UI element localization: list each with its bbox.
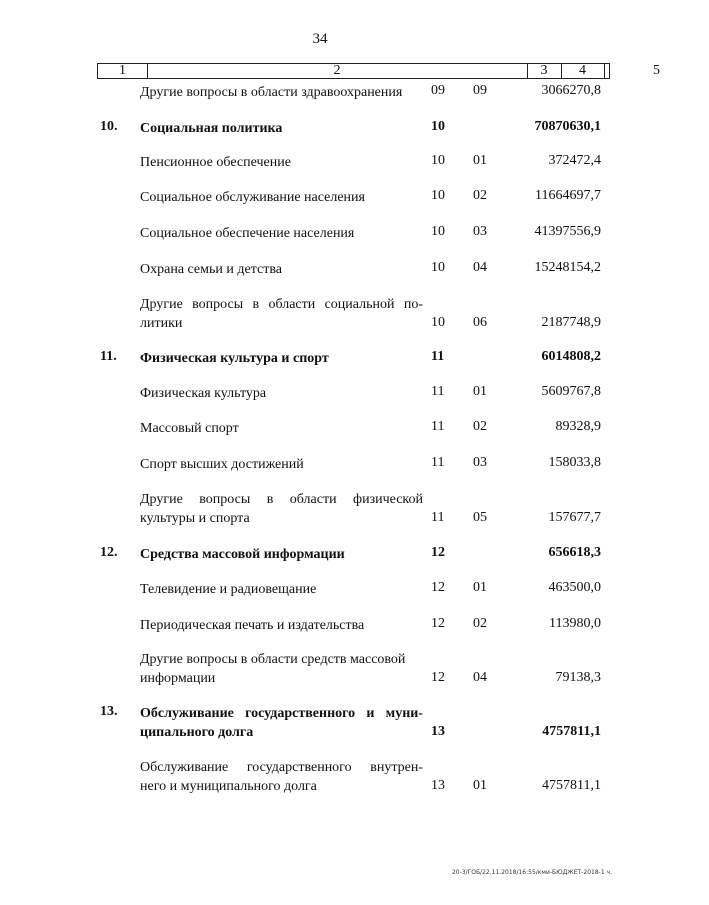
row-name-line1: Другие вопросы в области социальной по-	[140, 297, 423, 312]
row-name-line1: Другие вопросы в области средств массовой	[140, 652, 406, 667]
row-name: Другие вопросы в области здравоохранения	[140, 85, 403, 100]
row-section-code: 11	[431, 455, 445, 470]
page-number: 34	[312, 31, 328, 47]
row-number: 11.	[100, 349, 117, 364]
row-subsection-code: 04	[473, 670, 487, 685]
row-amount: 70870630,1	[534, 119, 601, 134]
row-subsection-code: 02	[473, 188, 487, 203]
row-name: Социальное обеспечение населения	[140, 226, 355, 241]
row-amount: 157677,7	[548, 510, 601, 525]
row-name: Периодическая печать и издательства	[140, 618, 365, 633]
row-name-line1: Обслуживание государственного и муни-	[140, 706, 423, 721]
row-amount: 463500,0	[548, 580, 601, 595]
row-section-code: 10	[431, 224, 445, 239]
row-section-code: 11	[431, 349, 445, 364]
row-name: Массовый спорт	[140, 421, 239, 436]
row-name-line1: Обслуживание государственного внутрен-	[140, 760, 423, 775]
row-amount: 3066270,8	[541, 83, 601, 98]
row-name: Социальная политика	[140, 121, 283, 136]
row-section-code: 10	[431, 153, 445, 168]
row-name	[140, 758, 423, 796]
row-amount: 158033,8	[548, 455, 601, 470]
row-amount: 113980,0	[549, 616, 601, 631]
row-name-line2: культуры и спорта	[140, 511, 250, 526]
row-name-line2: литики	[140, 316, 183, 331]
row-name	[140, 295, 423, 333]
row-subsection-code: 01	[473, 153, 487, 168]
row-name: Физическая культура	[140, 386, 267, 401]
header-col-4: 4	[579, 63, 586, 78]
row-subsection-code: 02	[473, 419, 487, 434]
row-amount: 79138,3	[555, 670, 601, 685]
row-section-code: 10	[431, 119, 445, 134]
table-header	[97, 63, 660, 79]
row-amount: 11664697,7	[535, 188, 601, 203]
row-amount: 89328,9	[555, 419, 601, 434]
row-section-code: 11	[431, 510, 445, 525]
row-number: 10.	[100, 119, 118, 134]
row-section-code: 11	[431, 419, 445, 434]
row-name: Телевидение и радиовещание	[140, 582, 317, 597]
row-section-code: 11	[431, 384, 445, 399]
header-col-2: 2	[333, 63, 341, 78]
row-number: 13.	[100, 704, 118, 719]
row-name-line2: информации	[140, 671, 216, 686]
row-subsection-code: 01	[473, 384, 487, 399]
row-subsection-code: 05	[473, 510, 487, 525]
row-subsection-code: 03	[473, 224, 487, 239]
document-footer: 20-3/ГОБ/22.11.2018/16:55/кми-БЮДЖЕТ-2018-1 ч.	[451, 869, 612, 876]
row-section-code: 12	[431, 616, 445, 631]
row-amount: 15248154,2	[534, 260, 601, 275]
row-number: 12.	[100, 545, 118, 560]
row-subsection-code: 02	[473, 616, 487, 631]
header-col-1: 1	[119, 63, 126, 78]
row-name-line2: ципального долга	[140, 725, 254, 740]
row-section-code: 12	[431, 670, 445, 685]
row-name: Социальное обслуживание населения	[140, 190, 365, 205]
header-col-5: 5	[653, 63, 660, 78]
row-name: Пенсионное обеспечение	[140, 155, 291, 170]
row-section-code: 09	[431, 83, 445, 98]
row-name: Охрана семьи и детства	[140, 262, 282, 277]
row-section-code: 12	[431, 545, 445, 560]
row-name	[140, 650, 423, 688]
row-section-code: 13	[431, 778, 445, 793]
row-section-code: 10	[431, 315, 445, 330]
row-name-line2: него и муниципального долга	[140, 779, 317, 794]
row-section-code: 12	[431, 580, 445, 595]
row-subsection-code: 01	[473, 778, 487, 793]
row-subsection-code: 06	[473, 315, 487, 330]
row-section-code: 13	[431, 724, 445, 739]
row-subsection-code: 09	[473, 83, 487, 98]
row-amount: 4757811,1	[542, 778, 601, 793]
row-name: Физическая культура и спорт	[140, 351, 329, 366]
row-subsection-code: 04	[473, 260, 487, 275]
row-amount: 2187748,9	[541, 315, 601, 330]
row-amount: 656618,3	[548, 545, 601, 560]
row-subsection-code: 01	[473, 580, 487, 595]
row-amount: 5609767,8	[541, 384, 601, 399]
row-subsection-code: 03	[473, 455, 487, 470]
row-section-code: 10	[431, 260, 445, 275]
row-name: Спорт высших достижений	[140, 457, 304, 472]
row-section-code: 10	[431, 188, 445, 203]
row-amount: 6014808,2	[541, 349, 601, 364]
row-amount: 4757811,1	[542, 724, 601, 739]
row-amount: 372472,4	[548, 153, 601, 168]
row-name	[140, 704, 423, 742]
row-amount: 41397556,9	[534, 224, 601, 239]
row-name	[140, 490, 423, 528]
row-name: Средства массовой информации	[140, 547, 345, 562]
header-col-3: 3	[540, 63, 548, 78]
row-name-line1: Другие вопросы в области физической	[140, 492, 423, 507]
